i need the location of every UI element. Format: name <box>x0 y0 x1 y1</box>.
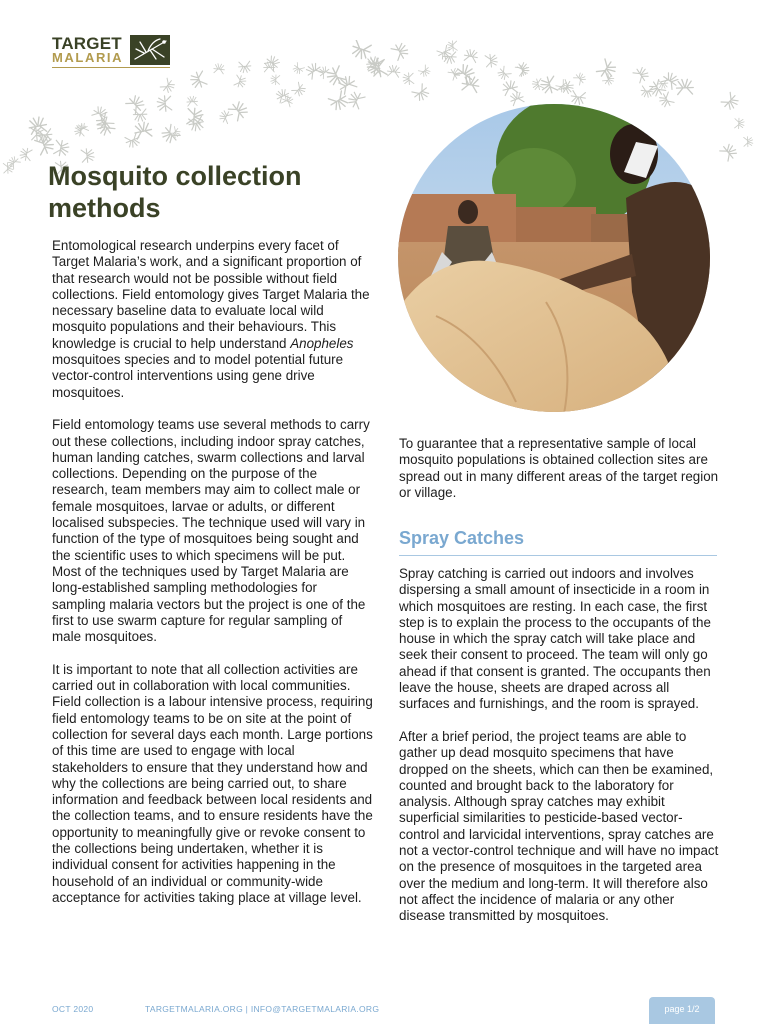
mosquito-icon <box>403 73 414 85</box>
mosquito-icon <box>160 124 181 145</box>
paragraph-spray-process: Spray catching is carried out indoors and involves dispersing a small amount of insecticide in a room in which mosquitoes are resting. In each case, the first step is to explain the process to the occupants of the house in which the spray catch will take place and seek their consent to proceed. The team will only go ahead if that consent is granted. The occupants then leave the house, sheets are draped across all surfaces and furnishings, and the room is sprayed. <box>399 566 711 712</box>
mosquito-icon <box>721 92 741 112</box>
mosquito-icon <box>292 62 305 75</box>
logo-text-malaria: MALARIA <box>52 50 124 65</box>
mosquito-icon <box>387 65 401 77</box>
mosquito-icon <box>735 118 745 129</box>
mosquito-icon <box>213 63 225 74</box>
paragraph-intro: Entomological research underpins every facet of Target Malaria’s work, and a significant proportion of that research would not be possible without field collections. Field entomology gives Target Malaria the necessary baseline data to evaluate local wild mosquito populations and their behaviours. This knowledge is crucial to help understand Anopheles mosquitoes species and to model potential future vector-control interventions using gene drive mosquitoes. <box>52 238 370 400</box>
mosquito-icon <box>234 74 247 88</box>
mosquito-icon <box>19 147 32 161</box>
mosquito-icon <box>640 86 653 98</box>
mosquito-icon <box>238 61 251 73</box>
mosquito-icon <box>133 121 153 139</box>
mosquito-icon <box>264 54 282 71</box>
mosquito-icon <box>125 93 146 114</box>
mosquito-icon <box>187 96 198 106</box>
left-text-column <box>52 238 374 922</box>
mosquito-icon <box>411 83 431 102</box>
mosquito-icon <box>157 95 172 112</box>
mosquito-icon <box>573 71 587 85</box>
mosquito-icon <box>336 74 357 95</box>
mosquito-icon <box>369 59 387 79</box>
mosquito-icon <box>34 134 55 156</box>
footer-contact-link[interactable]: TARGETMALARIA.ORG | INFO@TARGETMALARIA.ORG <box>145 1004 380 1014</box>
mosquito-icon <box>189 70 207 89</box>
mosquito-icon <box>485 54 498 68</box>
mosquito-icon <box>346 90 365 110</box>
mosquito-icon <box>463 49 478 63</box>
field-team-photo <box>396 102 712 414</box>
mosquito-icon <box>602 73 615 87</box>
mosquito-icon <box>391 41 410 61</box>
mosquito-icon <box>28 116 48 135</box>
page-number-tab: page 1/2 <box>649 997 715 1024</box>
mosquito-icon <box>350 40 372 61</box>
footer-date: OCT 2020 <box>52 1004 94 1014</box>
mosquito-icon <box>515 61 531 77</box>
species-name: Anopheles <box>290 335 354 351</box>
mosquito-icon <box>291 82 307 98</box>
paragraph-methods: Field entomology teams use several methods to carry out these collections, including indoor spray catches, human landing catches, swarm collections and larval collections. Depending on the purpose of the research, team members may aim to collect male or female mosquitoes, larvae or adults, or different localised subspecies. The technique used will vary in function of the type of mosquitoes being sought and the scientific uses to which specimens will be put. Most of the techniques used by Target Malaria are long-established sampling methodologies for sampling malaria vectors but the project is one of the first to use swarm capture for regular sampling of male mosquitoes. <box>52 417 370 645</box>
right-text-column <box>399 566 721 941</box>
mosquito-icon <box>325 65 346 87</box>
mosquito-icon <box>676 79 693 94</box>
paragraph-sampling: To guarantee that a representative sample of local mosquito populations is obtained collection sites are spread out in many different areas of the target region or village. <box>399 436 719 500</box>
logo-text-target: TARGET <box>52 34 122 53</box>
mosquito-icon <box>228 99 250 121</box>
paragraph-communities: It is important to note that all collection activities are carried out in collaboration with local communities. Field collection is a labour intensive process, requiring field entomology teams to be on site at the point of collection for several days each month. Large portions of this time are used to engage with local stakeholders to ensure that they understand how and why the collections are being carried out, to share information and feedback between local residents and the collection teams, and to ensure residents have the opportunity to meaningfully give or revoke consent to the collections being undertaken, whether it is individual consent for activities happening in the household of an individual or community-wide acceptance for activities taking place at village level. <box>52 661 373 905</box>
mosquito-icon <box>160 78 177 95</box>
mosquito-icon <box>218 109 233 124</box>
mosquito-icon <box>501 80 518 96</box>
mosquito-icon <box>328 90 350 112</box>
mosquito-icon <box>3 162 13 173</box>
mosquito-icon <box>418 65 432 79</box>
mosquito-icon <box>660 70 680 89</box>
page-title: Mosquito collection methods <box>48 161 302 223</box>
mosquito-icon <box>53 139 69 157</box>
mosquito-icon <box>461 75 480 93</box>
section-heading-spray-catches: Spray Catches <box>399 528 717 556</box>
mosquito-icon <box>271 75 280 85</box>
mosquito-icon <box>744 136 753 146</box>
paragraph-spray-results: After a brief period, the project teams are able to gather up dead mosquito specimens that have dropped on the sheets, which can then be examined, counted and brought back to the laboratory for analysis. Although spray catches may exhibit superficial similarities to pesticide-based vector-control and larvicidal interventions, spray catches are not a vector-control technique and will have no impact on the presence of mosquitoes in the targeted area over the medium and long-term. It will therefore also not affect the incidence of malaria or any other disease transmitted by mosquitoes. <box>399 728 719 924</box>
mosquito-icon <box>633 65 651 83</box>
mosquito-icon <box>94 112 114 133</box>
mosquito-icon <box>304 61 323 79</box>
mosquito-icon <box>719 142 738 162</box>
mosquito-icon <box>596 58 618 81</box>
mosquito-icon <box>539 75 558 95</box>
right-intro-text <box>399 436 721 517</box>
mosquito-icon <box>7 155 21 169</box>
mosquito-icon <box>496 66 512 82</box>
